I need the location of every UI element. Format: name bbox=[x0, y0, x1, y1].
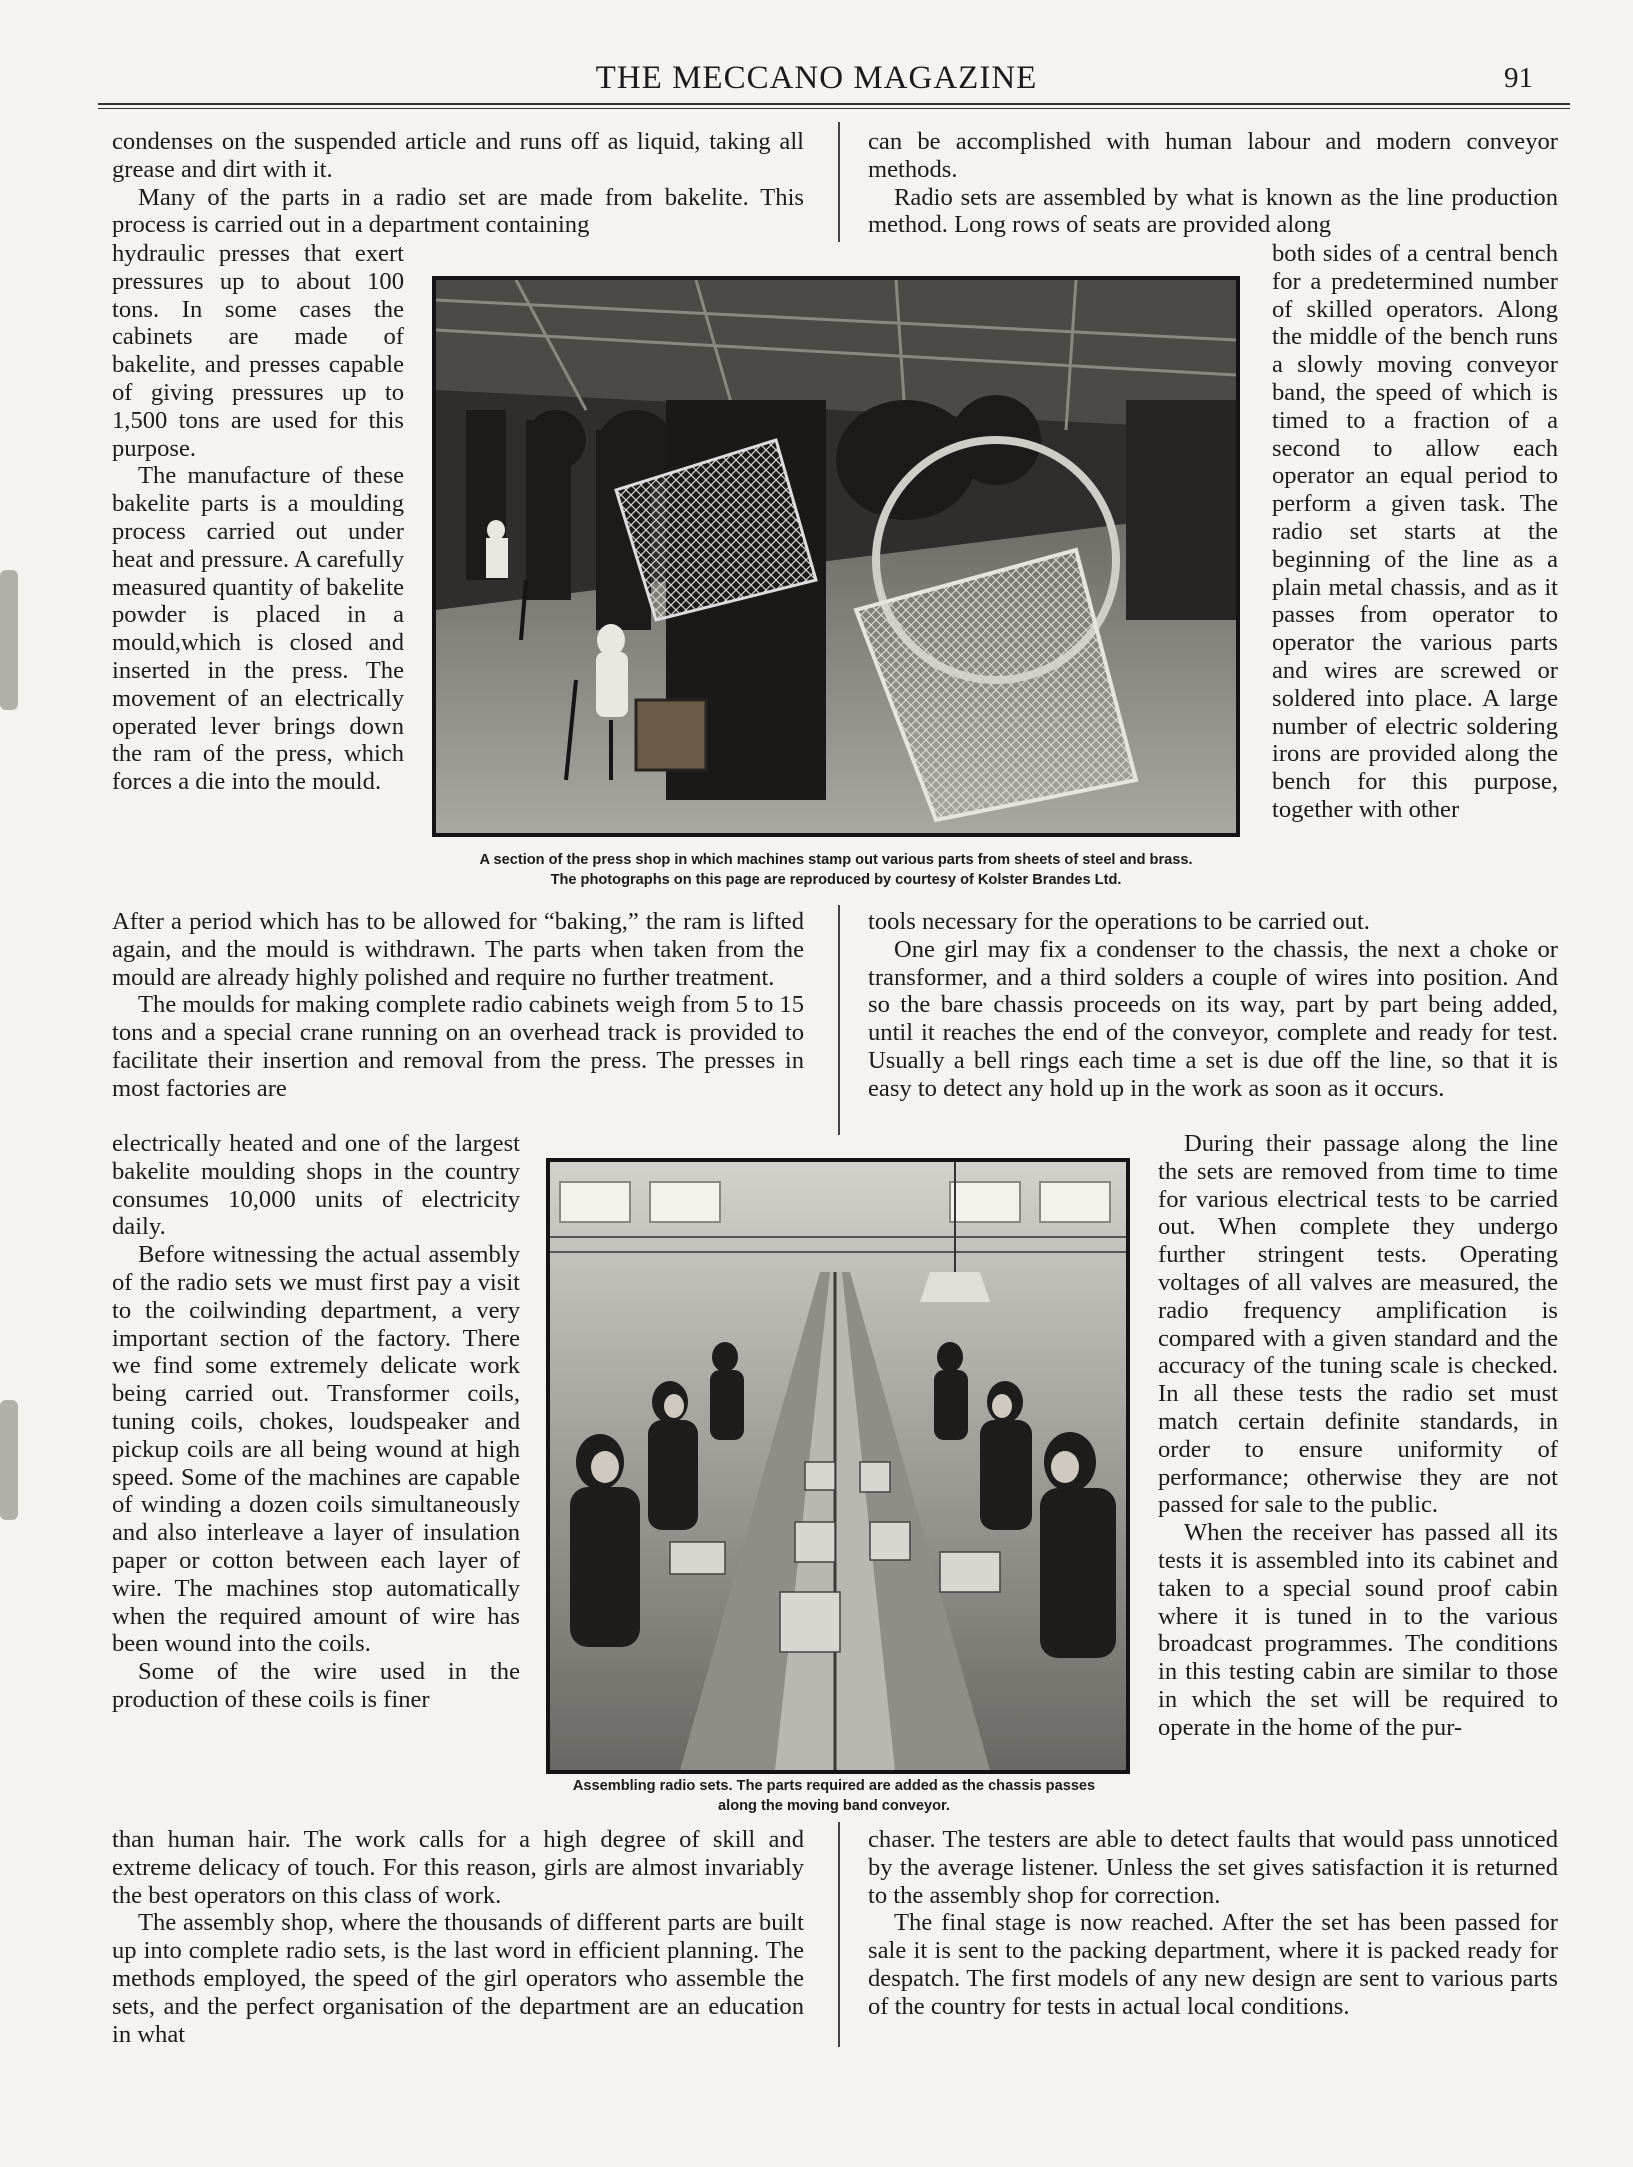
paragraph: The final stage is now reached. After the set has been passed for sale it is sent to the packing department, where it is packed ready for despatch. The first models of any new design are sent to various parts of the country for tests in actual local conditions. bbox=[868, 1909, 1558, 2020]
press-shop-caption bbox=[432, 850, 1240, 890]
text-right-wrap-1 bbox=[1272, 240, 1558, 824]
header-rule-thin bbox=[98, 108, 1570, 109]
text-left-wrap-1 bbox=[112, 240, 404, 796]
press-shop-illustration bbox=[436, 280, 1236, 833]
text-right-top bbox=[868, 128, 1558, 239]
text-left-top bbox=[112, 128, 804, 239]
paragraph: The moulds for making complete radio cabinets weigh from 5 to 15 tons and a special crane running on an overhead track is provided to facilitate their insertion and removal from the press. The presses in most factories are bbox=[112, 991, 804, 1102]
magazine-title: THE MECCANO MAGAZINE bbox=[595, 60, 1038, 96]
text-right-bottom bbox=[868, 1826, 1558, 2021]
text-left-bottom bbox=[112, 1826, 804, 2048]
column-rule-middle bbox=[838, 905, 840, 1135]
caption-line: A section of the press shop in which machines stamp out various parts from sheets of steel and brass. bbox=[479, 852, 1193, 868]
paragraph: Before witnessing the actual assembly of the radio sets we must first pay a visit to the coilwinding department, a very important section of the factory. There we find some extremely delicate work being carried out. Transformer coils, tuning coils, chokes, loudspeaker and pickup coils are all being wound at high speed. Some of the machines are capable of winding a dozen coils simultaneously and also interleave a layer of insulation paper or cotton between each layer of wire. The machines stop automatically when the required amount of wire has been wound into the coils. bbox=[112, 1241, 520, 1658]
caption-line: Assembling radio sets. The parts required are added as the chassis passes bbox=[572, 1778, 1096, 1794]
paragraph: The manufacture of these bakelite parts is a moulding process carried out under heat and pressure. A carefully measured quantity of bakelite powder is placed in a mould,which is closed and inserted in the press. The movement of an electrically operated lever brings down the ram of the press, which forces a die into the mould. bbox=[112, 462, 404, 796]
paragraph: condenses on the suspended article and runs off as liquid, taking all grease and dirt with it. bbox=[112, 128, 804, 183]
caption-line: along the moving band conveyor. bbox=[718, 1798, 950, 1814]
paragraph: The assembly shop, where the thousands of different parts are built up into complete radio sets, is the last word in efficient planning. The methods employed, the speed of the girl operators who assemble the sets, and the perfect organisation of the department are an education in what bbox=[112, 1909, 804, 2048]
paragraph: than human hair. The work calls for a high degree of skill and extreme delicacy of touch. For this reason, girls are almost invariably the best operators on this class of work. bbox=[112, 1826, 804, 1909]
column-rule-bottom bbox=[838, 1822, 840, 2047]
paragraph: electrically heated and one of the largest bakelite moulding shops in the country consumes 10,000 units of electricity daily. bbox=[112, 1130, 520, 1241]
header-rule bbox=[98, 103, 1570, 105]
paragraph: After a period which has to be allowed for “baking,” the ram is lifted again, and the mould is withdrawn. The parts when taken from the mould are already highly polished and require no further treatment. bbox=[112, 908, 804, 991]
scan-edge-mark bbox=[0, 1400, 18, 1520]
paragraph: both sides of a central bench for a predetermined number of skilled operators. Along the middle of the bench runs a slowly moving conveyor band, the speed of which is timed to a fraction of a second to allow each operator an equal period to perform a given task. The radio set starts at the beginning of the line as a plain metal chassis, and as it passes from operator to operator the various parts and wires are screwed or soldered into place. A large number of electric soldering irons are provided along the bench for this purpose, together with other bbox=[1272, 240, 1558, 823]
paragraph: One girl may fix a condenser to the chassis, the next a choke or transformer, and a third solders a couple of wires into position. And so the bare chassis proceeds on its way, part by part being added, until it reaches the end of the conveyor, complete and ready for test. Usually a bell rings each time a set is due off the line, so that it is easy to detect any hold up in the work as soon as it occurs. bbox=[868, 935, 1558, 1102]
text-left-mid bbox=[112, 908, 804, 1103]
paragraph: During their passage along the line the sets are removed from time to time for various electrical tests to be carried out. When complete they undergo further stringent tests. Operating voltages of all valves are measured, the radio frequency amplification is compared with a given standard and the accuracy of the tuning scale is checked. In all these tests the radio set must match certain definite standards, in order to ensure uniformity of performance; otherwise they are not passed for sale to the public. bbox=[1158, 1130, 1558, 1519]
column-rule-top bbox=[838, 122, 840, 242]
paragraph: hydraulic presses that exert pressures up to about 100 tons. In some cases the cabinets are made of bakelite, and presses capable of giving pressures up to 1,500 tons are used for this purpose. bbox=[112, 240, 404, 462]
caption-line: The photographs on this page are reproduced by courtesy of Kolster Brandes Ltd. bbox=[550, 872, 1122, 888]
assembly-illustration bbox=[550, 1162, 1126, 1770]
paragraph: tools necessary for the operations to be carried out. bbox=[868, 908, 1370, 935]
assembly-photo bbox=[546, 1158, 1130, 1774]
assembly-caption bbox=[532, 1776, 1136, 1816]
text-left-wrap-2 bbox=[112, 1130, 520, 1714]
paragraph: chaser. The testers are able to detect faults that would pass unnoticed by the average listener. Unless the set gives satisfaction it is returned to the assembly shop for correction. bbox=[868, 1826, 1558, 1909]
text-right-mid bbox=[868, 908, 1558, 1103]
scan-edge-mark bbox=[0, 570, 18, 710]
paragraph: Radio sets are assembled by what is known as the line production method. Long rows of seats are provided along bbox=[868, 183, 1558, 239]
paragraph: can be accomplished with human labour and modern conveyor methods. bbox=[868, 128, 1558, 183]
page-number: 91 bbox=[1504, 62, 1533, 94]
press-shop-photo bbox=[432, 276, 1240, 837]
paragraph: When the receiver has passed all its tests it is assembled into its cabinet and taken to a special sound proof cabin where it is tuned in to the various broadcast programmes. The conditions in this testing cabin are similar to those in which the set will be required to operate in the home of the pur- bbox=[1158, 1519, 1558, 1741]
text-right-wrap-2 bbox=[1158, 1130, 1558, 1742]
paragraph: Many of the parts in a radio set are made from bakelite. This process is carried out in a department containing bbox=[112, 183, 804, 239]
paragraph: Some of the wire used in the production of these coils is finer bbox=[112, 1658, 520, 1713]
